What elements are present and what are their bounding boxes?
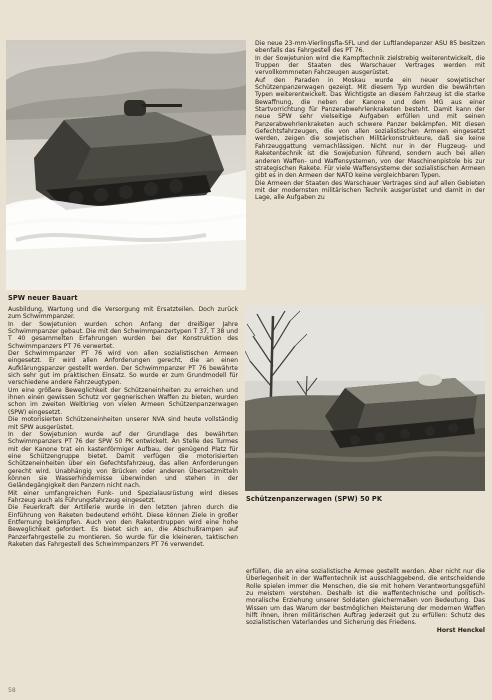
paragraph: Um eine größere Beweglichkeit der Schützeneinheiten zu erreichen und ihnen einen gewissen Schutz vor gegnerischen Waffen zu bieten, wurden schon im zweiten Weltkrieg von vielen Armeen Schützenpanzerwagen (SPW) eingesetzt. — [8, 386, 238, 416]
photo-spw-50-pk — [245, 306, 485, 491]
apc-field-image — [245, 306, 485, 491]
paragraph: Die Feuerkraft der Artillerie wurde in den letzten Jahren durch die Einführung von Raketen bedeutend erhöht. Diese können Ziele in großer Entfernung bekämpfen. Auch von den Raketentruppen wird eine hohe Beweglichkeit gefordert. Es bietet sich an, die Abschußrampen auf Panzerfahrgestelle zu montieren. So wurde für die kleineren, taktischen Raketen das Fahrgestell des Schwimmpanzers PT 76 verwendet. — [8, 504, 238, 548]
author-name: Horst Henckel — [436, 626, 485, 634]
photo-spw-new-type — [6, 40, 246, 290]
paragraph: Die Armeen der Staaten des Warschauer Vertrages sind auf allen Gebieten mit der modernsten militärischen Technik ausgerüstet und damit in der Lage, alle Aufgaben zu — [255, 179, 485, 202]
page-number: 58 — [8, 687, 16, 694]
text-column-bottom-right — [246, 568, 485, 634]
paragraph: Ausbildung, Wartung und die Versorgung mit Ersatzteilen. Doch zurück zum Schwimmpanzer. — [8, 306, 238, 321]
paragraph: In der Sowjetunion wurden schon Anfang der dreißiger Jahre Schwimmpanzer gebaut. Die mit den Schwimmpanzertypen T 37, T 38 und T 40 gesammelten Erfahrungen wurden bei der Konstruktion des Schwimmpanzers PT 76 verwertet. — [8, 320, 238, 350]
apc-snow-image — [6, 40, 246, 290]
paragraph: Mit einer umfangreichen Funk- und Spezialausrüstung wird dieses Fahrzeug auch als Führungsfahrzeug eingesetzt. — [8, 489, 238, 504]
caption-photo-2: Schützenpanzerwagen (SPW) 50 PK — [246, 495, 383, 503]
paragraph: In der Sowjetunion wird die Kampftechnik zielstrebig weiterentwickelt, die Truppen der Staaten des Warschauer Vertrages werden mit vervollkommneten Fahrzeugen ausgerüstet. — [255, 54, 485, 77]
paragraph: Der Schwimmpanzer PT 76 wird von allen sozialistischen Armeen eingesetzt. Er wird allen Anforderungen gerecht, die an einen Aufklärungspanzer gestellt werden. Der Schwimmpanzer PT 76 bewährte sich sehr gut im praktischen Einsatz. So wurde er zum Grundmodell für verschiedene andere Fahrzeugtypen. — [8, 350, 238, 387]
text-column-left — [8, 306, 238, 548]
paragraph: In der Sowjetunion wurde auf der Grundlage des bewährten Schwimmpanzers PT 76 der SPW 50 PK entwickelt. An Stelle des Turmes mit der Kanone trat ein kastenförmiger Aufbau, der genügend Platz für eine Schützengruppe bietet. Damit verfügen die motorisierten Schützeneinheiten über ein Gefechtsfahrzeug, das allen Anforderungen gerecht wird. Unabhängig von Brücken oder anderen Übersetzmitteln können sie Wasserhindernisse überwinden und stehen in der Geländegängigkeit den Panzern nicht nach. — [8, 430, 238, 490]
paragraph: Die neue 23-mm-Vierlingsfla-SFL und der Luftlandepanzer ASU 85 besitzen ebenfalls das Fahrgestell des PT 76. — [255, 40, 485, 55]
paragraph: Auf den Paraden in Moskau wurde ein neuer sowjetischer Schützenpanzerwagen gezeigt. Mit diesem Typ wurden die bewährten Typen weiterentwickelt. Das Wichtigste an diesem Fahrzeug ist die starke Bewaffnung, die neben der Kanone und dem MG aus einer Startvorrichtung für Panzerabwehrlenkraketen besteht. Damit kann der neue SPW sehr vielseitige Aufgaben erfüllen und mit seinen Panzerabwehrlenkraketen auch schwere Panzer bekämpfen. Mit diesen Gefechtsfahrzeugen, die von allen sozialistischen Armeen eingesetzt werden, zeigen die sowjetischen Militärkonstrukteure, daß sie keine Fahrzeuggattung vernachlässigen. Nicht nur in der Flugzeug- und Raketentechnik ist die Sowjetunion führend, sondern auch bei allen anderen Waffen- und Waffensystemen, von der Maschinenpistole bis zur strategischen Rakete. Für viele Waffensysteme der sozialistischen Armeen gibt es in den Armeen der NATO keine vergleichbaren Typen. — [255, 76, 485, 180]
caption-photo-1: SPW neuer Bauart — [8, 294, 78, 302]
text-column-top-right — [255, 40, 485, 202]
paragraph: Die motorisierten Schützeneinheiten unserer NVA sind heute vollständig mit SPW ausgerüstet. — [8, 416, 238, 431]
paragraph: erfüllen, die an eine sozialistische Armee gestellt werden. Aber nicht nur die Überlegenheit in der Waffentechnik ist ausschlaggebend, die entscheidende Rolle spielen immer die Menschen, die sie mit hohem Verantwortungsgefühl zu meistern verstehen. Deshalb ist die waffentechnische und politisch-moralische Erziehung unserer Soldaten gleichermaßen von Bedeutung. Das Wissen um das Warum der bestmöglichen Meisterung der modernen Waffen hilft ihnen, ihren militärischen Auftrag jederzeit gut zu erfüllen: Schutz des sozialistischen Vaterlandes und Sicherung des Friedens. — [246, 568, 485, 627]
